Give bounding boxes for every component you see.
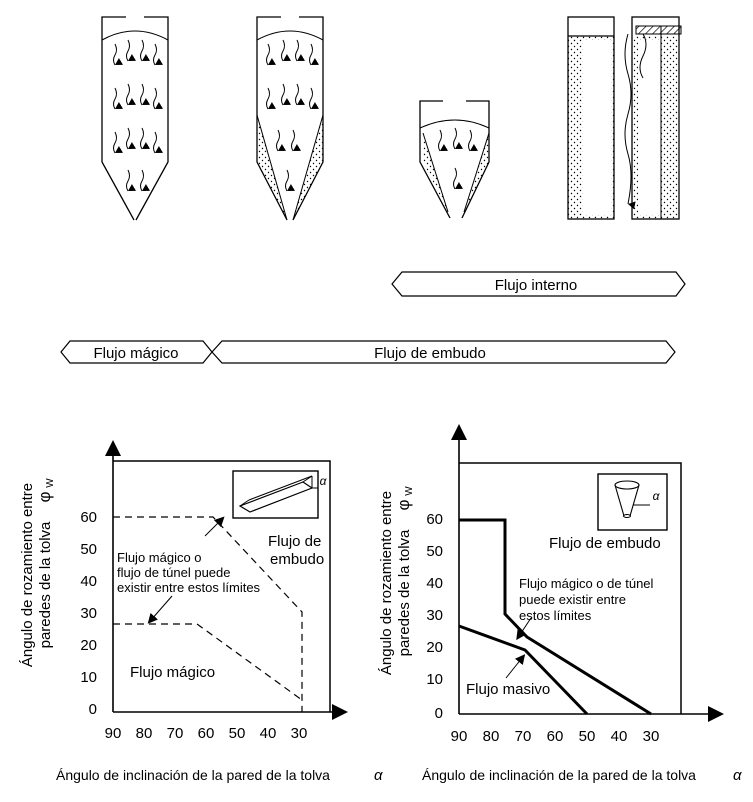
svg-text:existir entre estos límites: existir entre estos límites	[117, 580, 261, 595]
svg-text:0: 0	[434, 705, 443, 722]
svg-text:30: 30	[426, 607, 443, 624]
svg-text:50: 50	[228, 725, 246, 742]
svg-text:80: 80	[482, 728, 500, 745]
svg-text:20: 20	[426, 639, 443, 656]
svg-text:70: 70	[166, 725, 184, 742]
right-y-ticks	[426, 511, 443, 722]
left-chart	[19, 448, 383, 784]
svg-text:50: 50	[578, 728, 596, 745]
svg-text:40: 40	[610, 728, 628, 745]
svg-text:60: 60	[80, 509, 97, 526]
flow-arrows	[114, 40, 157, 191]
right-chart	[378, 432, 742, 784]
left-pointer-upper	[205, 520, 221, 536]
banner-magic-flow	[61, 341, 212, 363]
svg-text:φ: φ	[35, 491, 54, 503]
svg-text:α: α	[319, 474, 327, 488]
left-lower-boundary	[113, 624, 302, 700]
right-region-between: Flujo mágico o de túnel	[519, 576, 654, 591]
svg-text:0: 0	[88, 701, 97, 718]
svg-text:α: α	[374, 767, 383, 784]
right-lower-boundary	[459, 626, 587, 714]
svg-text:10: 10	[80, 669, 97, 686]
silo-small-funnel	[420, 101, 489, 218]
svg-text:80: 80	[135, 725, 153, 742]
silo-internal-flow	[568, 17, 681, 219]
left-y-ticks	[80, 509, 97, 718]
left-chart-xlabel: Ángulo de inclinación de la pared de la tolva	[56, 767, 330, 783]
left-x-ticks	[105, 725, 308, 742]
svg-text:70: 70	[514, 728, 532, 745]
svg-text:flujo de túnel puede: flujo de túnel puede	[117, 565, 231, 580]
svg-text:40: 40	[80, 573, 97, 590]
banner-magic-label: Flujo mágico	[93, 345, 179, 362]
banner-internal-label: Flujo interno	[494, 277, 578, 294]
right-region-mass: Flujo masivo	[466, 681, 551, 698]
svg-text:50: 50	[426, 543, 443, 560]
svg-text:W: W	[45, 478, 56, 488]
left-region-between: Flujo mágico o	[117, 550, 202, 565]
flow-arrows	[439, 128, 472, 189]
silo-funnel-flow	[257, 17, 323, 220]
left-region-funnel: Flujo de	[268, 533, 322, 550]
svg-text:20: 20	[80, 637, 97, 654]
right-region-funnel: Flujo de embudo	[549, 535, 661, 552]
svg-text:50: 50	[80, 541, 97, 558]
left-region-magic: Flujo mágico	[130, 664, 216, 681]
right-chart-ylabel	[378, 486, 415, 675]
svg-text:40: 40	[426, 575, 443, 592]
svg-text:puede existir entre: puede existir entre	[519, 592, 626, 607]
silo-mass-flow	[102, 17, 168, 220]
svg-text:embudo: embudo	[270, 551, 325, 568]
svg-text:estos límites: estos límites	[519, 608, 592, 623]
svg-text:α: α	[652, 489, 660, 503]
right-chart-xlabel: Ángulo de inclinación de la pared de la tolva	[422, 767, 696, 783]
svg-text:30: 30	[290, 725, 308, 742]
left-chart-ylabel	[19, 478, 56, 667]
svg-text:60: 60	[426, 511, 443, 528]
banner-funnel-label: Flujo de embudo	[374, 345, 486, 362]
svg-text:Ángulo de rozamiento entre: Ángulo de rozamiento entre	[378, 490, 395, 676]
svg-text:Ángulo de rozamiento entre: Ángulo de rozamiento entre	[19, 482, 36, 668]
right-pointer-lower	[506, 658, 522, 678]
svg-text:α: α	[733, 767, 742, 784]
svg-text:60: 60	[197, 725, 215, 742]
svg-text:10: 10	[426, 671, 443, 688]
banner-funnel-flow	[212, 341, 675, 363]
banner-internal-flow	[392, 272, 685, 296]
svg-text:paredes de la tolva: paredes de la tolva	[37, 521, 54, 649]
svg-text:60: 60	[546, 728, 564, 745]
svg-text:paredes de la tolva: paredes de la tolva	[396, 529, 413, 657]
svg-text:30: 30	[80, 605, 97, 622]
right-x-ticks	[451, 728, 660, 745]
svg-text:90: 90	[104, 725, 122, 742]
left-pointer-lower	[151, 596, 172, 620]
svg-text:30: 30	[642, 728, 660, 745]
right-inset-box	[598, 474, 667, 530]
svg-text:40: 40	[259, 725, 277, 742]
svg-text:W: W	[404, 486, 415, 496]
svg-text:φ: φ	[394, 499, 413, 511]
left-inset-box	[233, 471, 328, 518]
flow-arrows	[267, 40, 313, 191]
svg-text:90: 90	[450, 728, 468, 745]
